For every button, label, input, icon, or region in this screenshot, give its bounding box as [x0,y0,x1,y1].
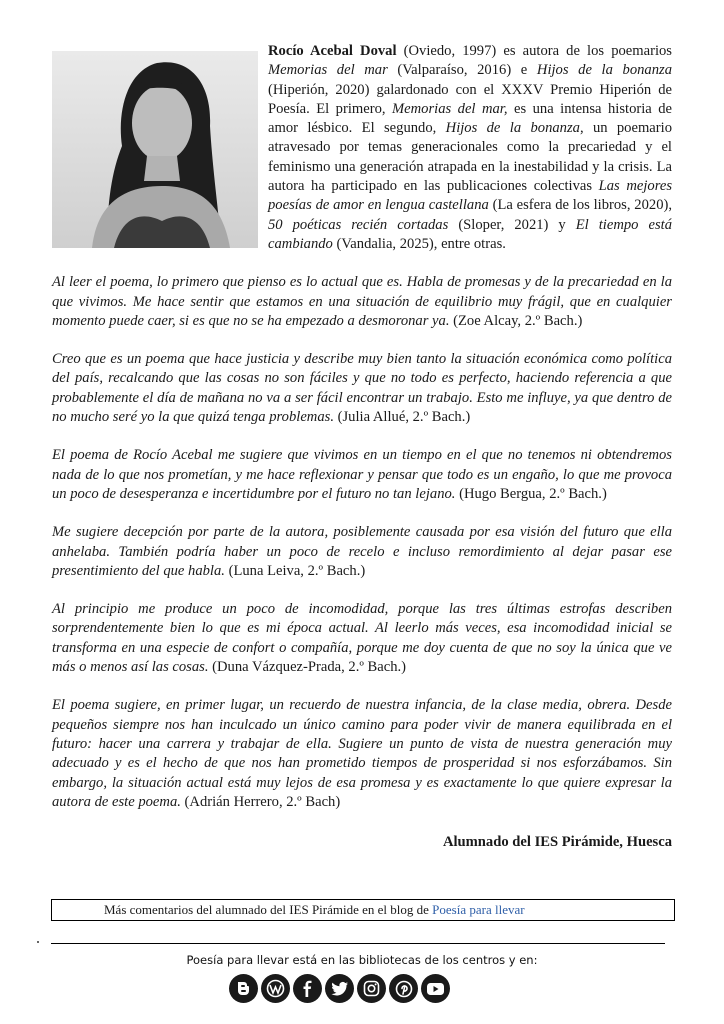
comment-text: El poema de Rocío Acebal me sugiere que vivimos en un tiempo en el que no tenemos ni obtendremos nada de lo que nos prometían, y me hace reflexionar y pensar que todo es un engaño, lo que me provoca un poco de desesperanza e incertidumbre por el futuro no tan lejano. [52,447,672,502]
comment-text: El poema sugiere, en primer lugar, un recuerdo de nuestra infancia, de la clase media, obrera. Desde pequeños siempre nos han inculcado un único camino para poder vivir de manera equilibrada en el futuro: hacer una carrera y trabajar de ella. Sugiere un punto de vista de nuestra generación muy adecuado y es el hecho de que nos han prometido tiempos de prosperidad si nos esforzábamos. Sin embargo, la situación actual está muy lejos de esa promesa y es exactamente lo que quiere expresar la autora de este poema. [52,697,672,810]
comment-text: Creo que es un poema que hace justicia y describe muy bien tanto la situación económica como política del país, recalcando que las cosas no son fáciles y que no todo es perfecto, haciendo referencia a que probablemente el día de mañana no va a ser fácil encontrar un trabajo. Esto me influye, ya que dentro de no mucho seré yo la que quizá tenga problemas. [52,351,672,426]
comment-text: Al principio me produce un poco de incomodidad, porque las tres últimas estrofas describen sorprendentemente bien lo que es mi época actual. Al leerlo más veces, esa incomodidad inicial se transforma en una especie de confort o compañía, porque me doy cuenta de que no soy la única que ve más o menos así las cosas. [52,601,672,676]
comment-author: (Luna Leiva, 2.º Bach.) [224,562,366,579]
bio-text: (Vandalia, 2025), entre otras. [332,235,506,252]
bio-text: (La esfera de los libros, 2020), [488,197,672,214]
bio-text: , un poemario atravesado por temas generacionales como la precariedad y el feminismo una generación atrapada en la inestabilidad y la crisis. La autora ha participado en las publicaciones colectivas [268,120,673,195]
page-dot [37,941,39,943]
student-comment [52,696,672,812]
comment-author: (Adrián Herrero, 2.º Bach) [180,793,341,810]
blog-link[interactable]: Poesía para llevar [432,902,525,917]
social-icons [229,974,450,1003]
page-content [52,42,672,851]
student-comment [52,350,672,427]
youtube-icon[interactable] [421,974,450,1003]
student-comment [52,273,672,331]
author-bio [52,42,672,254]
comment-author: (Hugo Bergua, 2.º Bach.) [455,485,607,502]
footer-divider [51,943,665,944]
instagram-icon[interactable] [357,974,386,1003]
author-portrait-image [52,51,258,248]
twitter-icon[interactable] [325,974,354,1003]
bio-text: es una intensa historia de amor lésbico. El segundo, [268,100,673,137]
comment-text: Al leer el poema, lo primero que pienso es lo actual que es. Habla de promesas y de la precariedad en la que vivimos. Me hace sentir que estamos en una situación de equilibrio muy frágil, que en cualquier momento puede caer, si es que no se ha empezado a desmoronar ya. [52,274,672,329]
book-title: El tiempo está cambiando [268,216,672,252]
book-title: Las mejores poesías de amor en lengua castellana [268,178,672,214]
footer-text: Poesía para llevar está en las bibliotecas de los centros y en: [186,953,538,967]
book-title: Hijos de la bonanza [536,62,672,79]
signature: Alumnado del IES Pirámide, Huesca [442,834,672,851]
author-name: Rocío Acebal Doval [268,43,397,59]
book-title: Hijos de la bonanza [445,120,580,137]
book-title: Memorias del mar, [392,100,508,117]
facebook-icon[interactable] [293,974,322,1003]
comment-author: (Julia Allué, 2.º Bach.) [333,409,471,426]
bio-text: (Oviedo, 1997) es autora de los poemarios [396,43,672,59]
comment-text: Me sugiere decepción por parte de la autora, posiblemente causada por esa visión del futuro que ella anhelaba. También podría haber un poco de recelo e incluso remordimiento al dejar pasar ese presentimiento del que habla. [52,524,672,579]
bio-text: (Valparaíso, 2016) e [387,62,537,79]
blog-prefix-text: Más comentarios del alumnado del IES Pirámide en el blog de [104,902,433,917]
wordpress-icon[interactable] [261,974,290,1003]
book-title: 50 poéticas recién cortadas [268,216,449,233]
author-photo [52,51,258,248]
comment-author: (Zoe Alcay, 2.º Bach.) [449,312,583,329]
book-title: Memorias del mar [268,62,388,79]
blog-link-box [51,899,675,921]
bio-text: (Hiperión, 2020) galardonado con el XXXV Premio Hiperión de Poesía. El primero, [268,81,672,117]
student-comment [52,446,672,504]
student-comment [52,600,672,677]
bio-text: (Sloper, 2021) y [448,216,576,233]
blogger-icon[interactable] [229,974,258,1003]
comment-author: (Duna Vázquez-Prada, 2.º Bach.) [208,659,407,676]
student-comment [52,523,672,581]
pinterest-icon[interactable] [389,974,418,1003]
